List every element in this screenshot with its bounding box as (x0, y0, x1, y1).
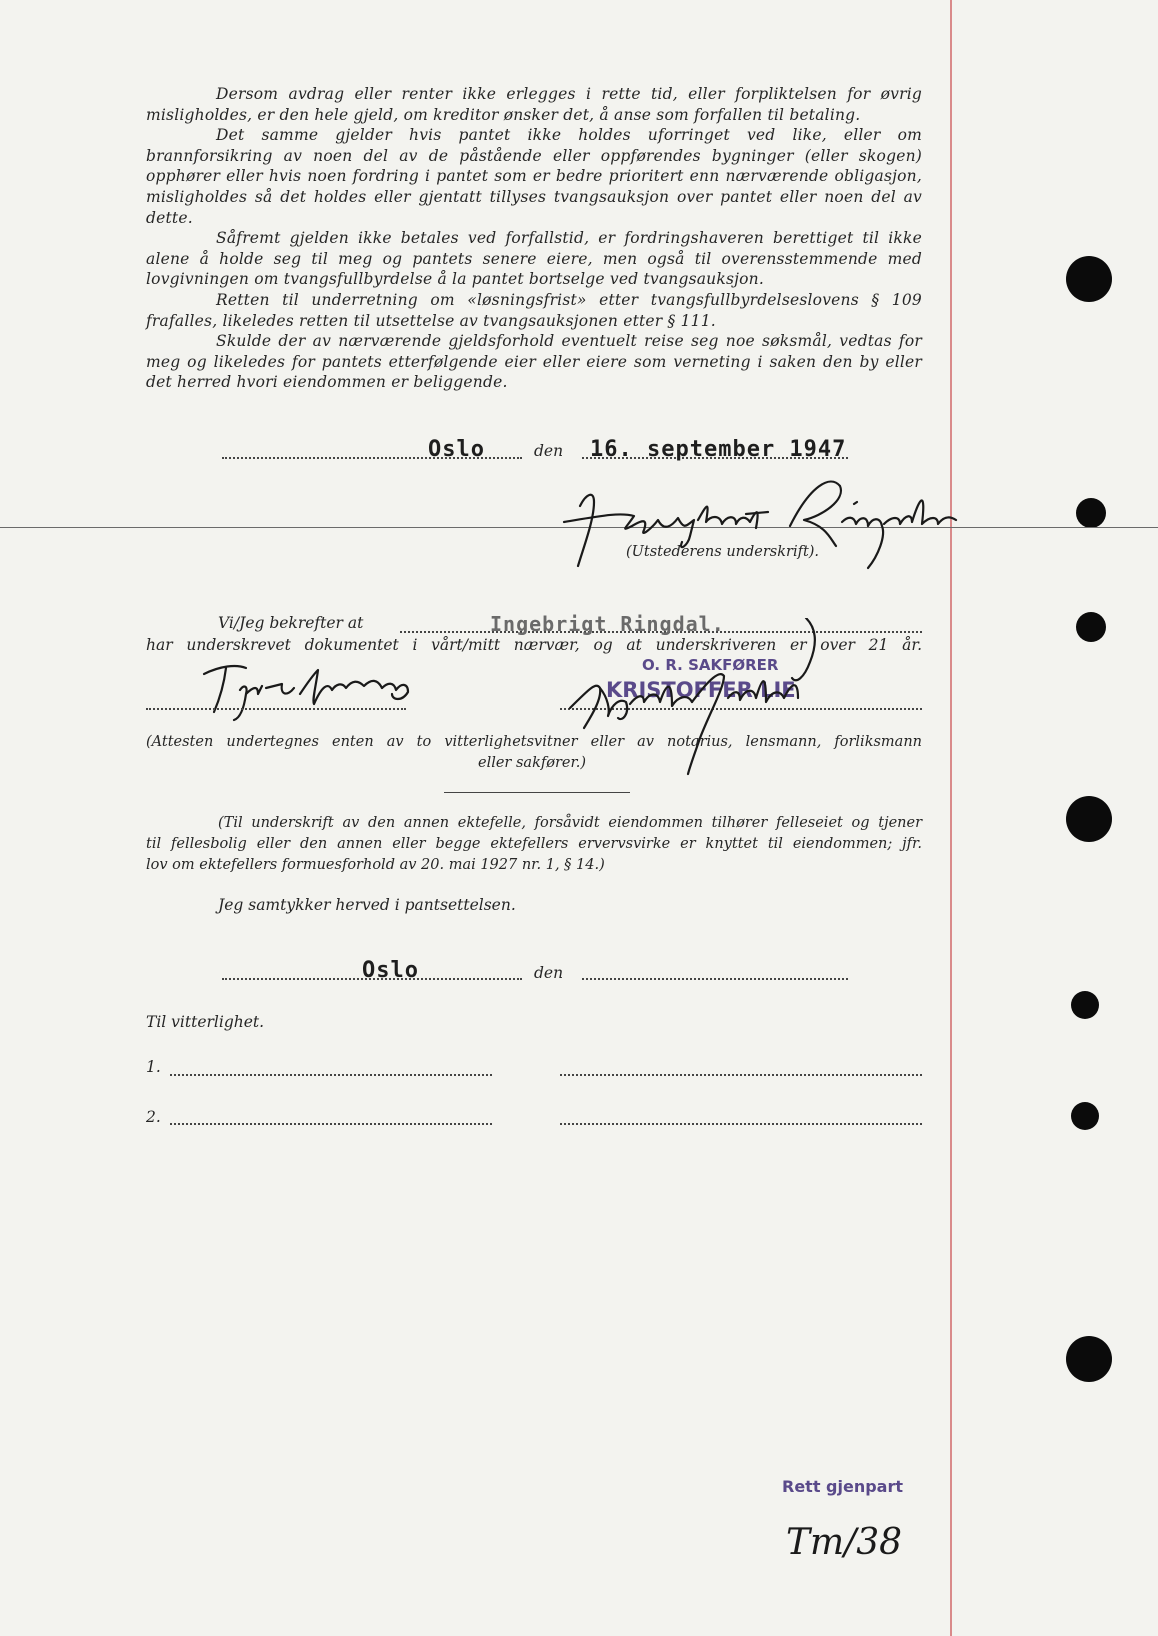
lawyer-stamp-name: KRISTOFFER LIE (606, 678, 796, 702)
spouse-consent: Jeg samtykker herved i pantsettelsen. (218, 896, 516, 914)
spouse-note-2: til fellesbolig eller den annen eller begge ektefellers ervervsvirke er knyttet til eiendommen; jfr. (146, 836, 922, 852)
attestation-note-1: (Attesten undertegnes enten av to vitterlighetsvitner eller av notarius, lensmann, forliksmann (146, 734, 922, 750)
section-divider (444, 792, 630, 793)
lawyer-stamp-title: O. R. SAKFØRER (642, 656, 779, 674)
paragraph-notice: Retten til underretning om «løsningsfrist» etter tvangsfullbyrdelseslovens § 109 frafalles, likeledes retten til utsettelse av tvangsauksjonen etter § 111. (146, 290, 922, 330)
margin-rule (950, 0, 952, 1636)
paragraph-venue: Skulde der av nærværende gjeldsforhold eventuelt reise seg noe søksmål, vedtas for meg og likeledes for pantets etterfølgende eier eller eiere som verneting i saken den by eller det herred hvori eiendommen er beliggende. (146, 332, 922, 392)
punch-hole (1071, 1102, 1099, 1130)
punch-hole (1076, 498, 1106, 528)
spouse-date-dotline (582, 978, 848, 980)
witness-2-address-dotline (560, 1123, 922, 1125)
punch-hole (1066, 256, 1112, 302)
punch-hole (1066, 1336, 1112, 1382)
witness-1-address-dotline (560, 1074, 922, 1076)
spouse-place-value: Oslo (362, 958, 419, 983)
punch-hole (1071, 991, 1099, 1019)
witness-left-dotline (146, 708, 406, 710)
lawyer-signature (560, 618, 850, 778)
witness-number-2: 2. (146, 1108, 161, 1126)
date-value: 16. september 1947 (590, 437, 847, 462)
paragraph-enforcement: Såfremt gjelden ikke betales ved forfallstid, er fordringshaveren berettiget til ikke alene å holde seg til meg og pantets senere eiere, men også til overensstemmende med lovgivningen om tvangsfullbyrdelse å la pantet bortselge ved tvangsauksjon. (146, 229, 922, 289)
attestation-label: Vi/Jeg bekrefter at (218, 614, 364, 632)
true-copy-stamp: Rett gjenpart (782, 1477, 904, 1496)
signer-name: Ingebrigt Ringdal. (490, 612, 725, 636)
issuer-signature-caption: (Utstederens underskrift). (626, 544, 820, 560)
paragraph-collateral: Det samme gjelder hvis pantet ikke holdes uforringet ved like, eller om brannforsikring av noen del av de påstående eller oppførendes bygninger (eller skogen) opphører eller hvis noen fordring i pantet som er bedre prioritert enn nærværende obligasjon, misligholdes så det holdes eller gjentatt tillyses tvangsauksjon over pantet eller noen del av dette. (146, 126, 922, 227)
attestation-note-2: eller sakfører.) (478, 755, 587, 771)
place-value: Oslo (428, 437, 485, 462)
witness-title: Til vitterlighet. (146, 1013, 265, 1031)
witness-2-name-dotline (170, 1123, 492, 1125)
witness-1-name-dotline (170, 1074, 492, 1076)
attestation-statement: har underskrevet dokumentet i vårt/mitt nærvær, og at underskriveren er over 21 år. (146, 636, 922, 654)
punch-hole (1076, 612, 1106, 642)
den-label: den (534, 442, 564, 460)
clerk-mark: Tm/38 (786, 1522, 903, 1563)
punch-hole (1066, 796, 1112, 842)
spouse-note-1: (Til underskrift av den annen ektefelle, forsåvidt eiendommen tilhører felleseiet og tjener (218, 815, 922, 831)
terms-text (146, 84, 922, 393)
issuer-signature (560, 476, 980, 576)
witness-number-1: 1. (146, 1058, 161, 1076)
paragraph-default: Dersom avdrag eller renter ikke erlegges i rette tid, eller forpliktelsen for øvrig misligholdes, er den hele gjeld, om kreditor ønsker det, å anse som forfallen til betaling. (146, 85, 922, 124)
witness-signature-left (196, 656, 426, 722)
spouse-note-3: lov om ektefellers formuesforhold av 20. mai 1927 nr. 1, § 14.) (146, 857, 605, 873)
spouse-den-label: den (534, 964, 564, 982)
